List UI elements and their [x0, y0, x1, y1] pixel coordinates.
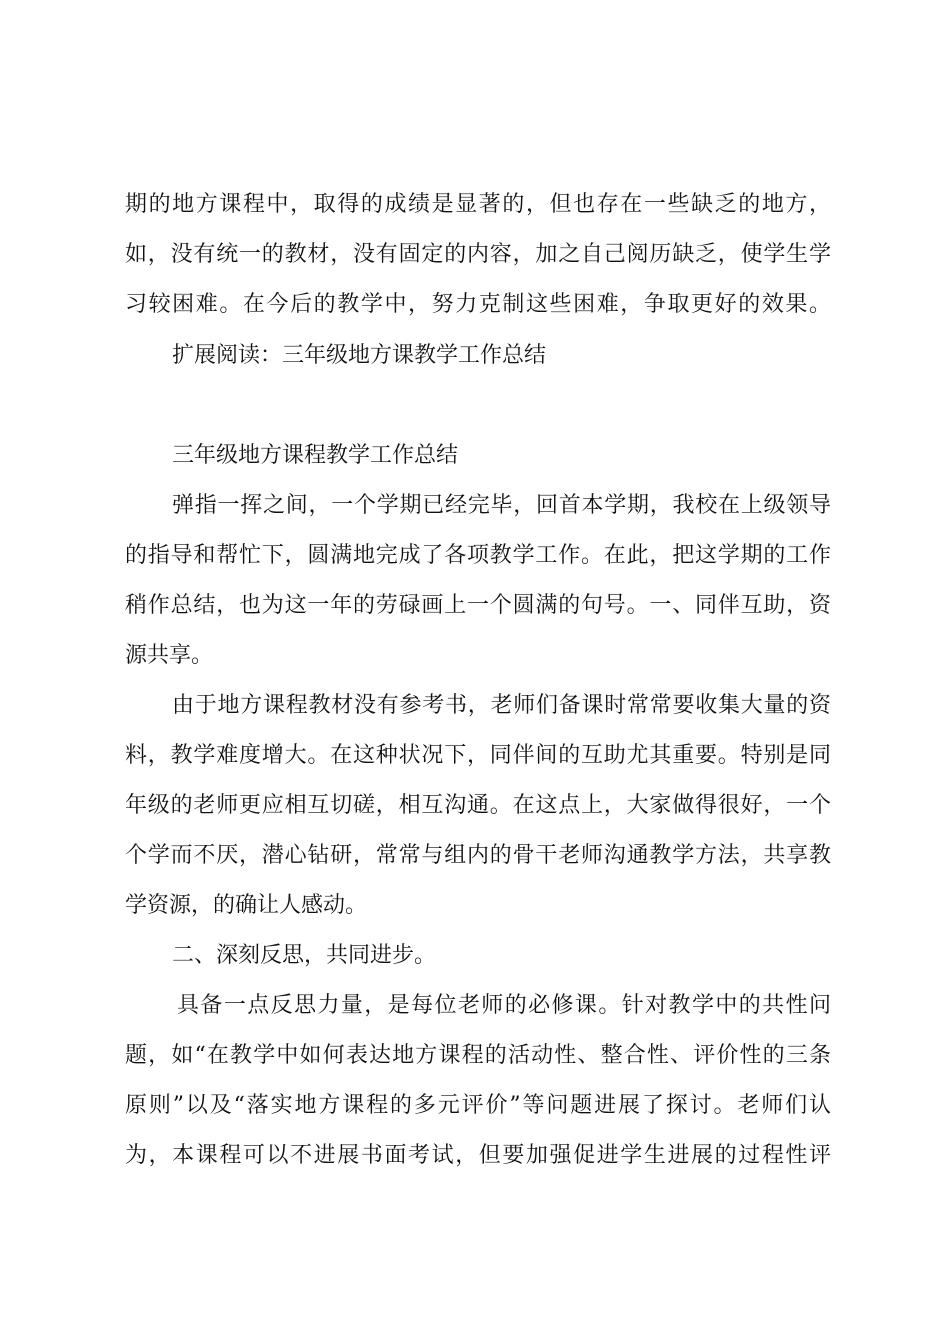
paragraph-line: 稍作总结，也为这一年的劳碌画上一个圆满的句号。一、同伴互助，资: [125, 593, 831, 618]
paragraph-line: 弹指一挥之间，一个学期已经完毕，回首本学期，我校在上级领导: [172, 493, 831, 518]
extended-reading-heading: 扩展阅读：三年级地方课教学工作总结: [172, 343, 547, 368]
paragraph-line: 学资源，的确让人感动。: [125, 893, 368, 918]
section-heading: 二、深刻反思，共同进步。: [172, 943, 437, 968]
paragraph-line: 个学而不厌，潜心钻研，常常与组内的骨干老师沟通教学方法，共享教: [125, 843, 831, 868]
paragraph-line: 期的地方课程中，取得的成绩是显著的，但也存在一些缺乏的地方，: [125, 192, 831, 217]
paragraph-line: 具备一点反思力量，是每位老师的必修课。针对教学中的共性问: [177, 993, 831, 1018]
paragraph-line: 为，本课程可以不进展书面考试，但要加强促进学生进展的过程性评: [125, 1143, 831, 1168]
section-title: 三年级地方课程教学工作总结: [172, 443, 459, 468]
paragraph-line: 题，如“在教学中如何表达地方课程的活动性、整合性、评价性的三条: [125, 1043, 831, 1068]
paragraph-line: 年级的老师更应相互切磋，相互沟通。在这点上，大家做得很好，一个: [125, 793, 831, 818]
paragraph-line: 习较困难。在今后的教学中，努力克制这些困难，争取更好的效果。: [125, 292, 831, 317]
paragraph-line: 原则”以及“落实地方课程的多元评价”等问题进展了探讨。老师们认: [125, 1093, 831, 1118]
paragraph-line: 如，没有统一的教材，没有固定的内容，加之自己阅历缺乏，使学生学: [125, 242, 831, 267]
paragraph-line: 由于地方课程教材没有参考书，老师们备课时常常要收集大量的资: [172, 693, 831, 718]
paragraph-line: 源共享。: [125, 643, 214, 668]
paragraph-line: 料，教学难度增大。在这种状况下，同伴间的互助尤其重要。特别是同: [125, 743, 831, 768]
paragraph-line: 的指导和帮忙下，圆满地完成了各项教学工作。在此，把这学期的工作: [125, 543, 831, 568]
